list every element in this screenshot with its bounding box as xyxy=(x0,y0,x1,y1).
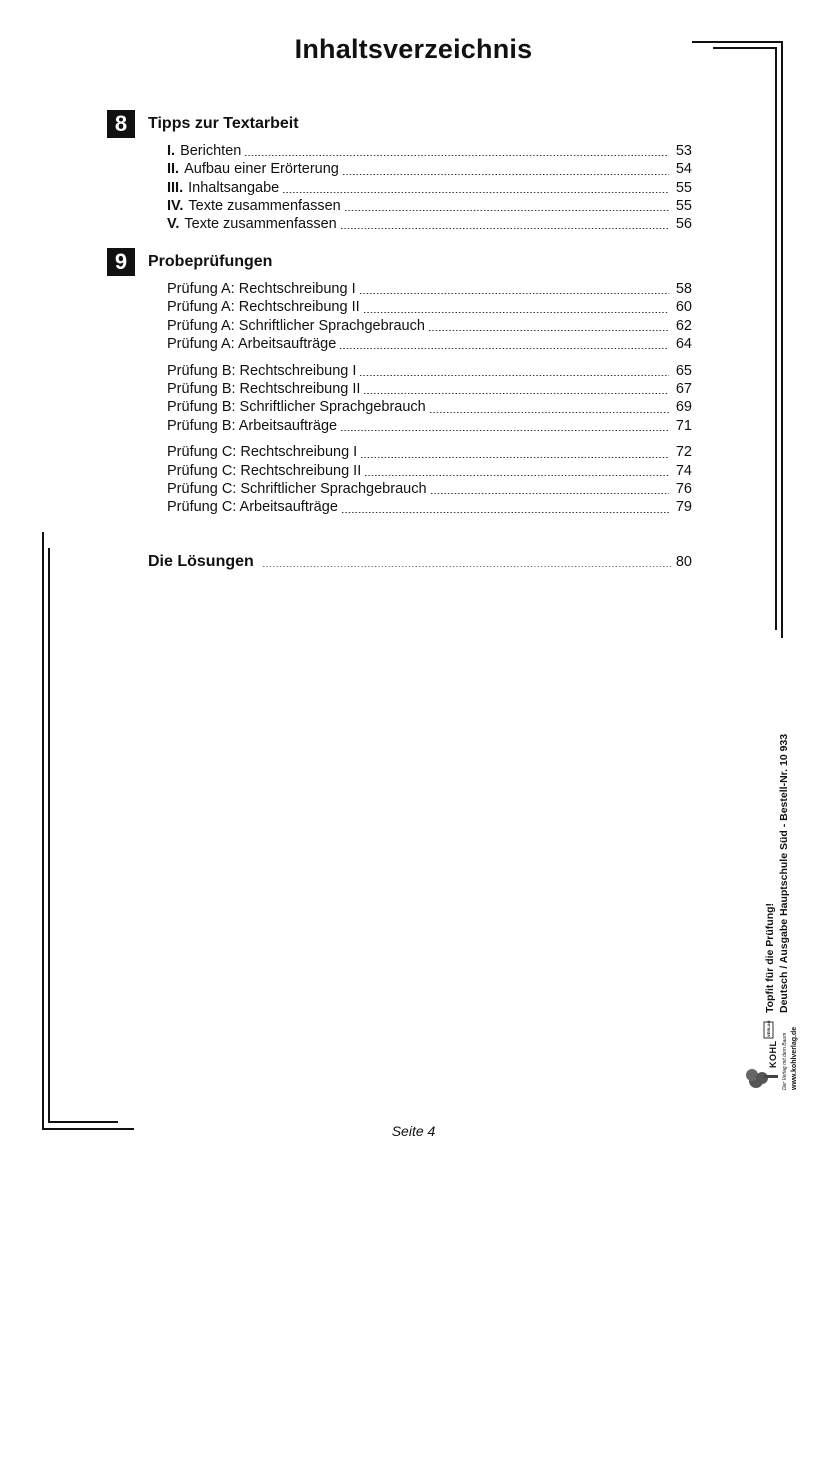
dot-leader xyxy=(340,228,669,229)
entry-title: Prüfung A: Schriftlicher Sprachgebrauch xyxy=(167,317,425,334)
toc-entry[interactable] xyxy=(167,498,692,516)
entry-title: Prüfung C: Rechtschreibung I xyxy=(167,444,358,461)
entry-title: Texte zusammenfassen xyxy=(184,216,337,233)
toc-entry[interactable] xyxy=(167,215,692,233)
entry-page-number: 58 xyxy=(675,281,692,297)
entry-page-number: 53 xyxy=(675,143,692,159)
entry-numeral: I. xyxy=(167,143,176,159)
toc-entries xyxy=(167,142,692,233)
dot-leader xyxy=(429,412,669,413)
dot-leader xyxy=(360,457,669,458)
toc-entry[interactable] xyxy=(167,380,692,398)
entry-numeral: V. xyxy=(167,216,180,233)
toc-entry[interactable] xyxy=(167,362,692,380)
entry-page-number: 64 xyxy=(675,335,692,352)
dot-leader xyxy=(364,475,669,476)
page-number-footer: Seite 4 xyxy=(391,1123,436,1139)
dot-leader xyxy=(244,155,669,156)
toc-entry[interactable] xyxy=(167,462,692,480)
publisher-url[interactable]: www.kohlverlag.de xyxy=(791,1026,798,1090)
entry-title: Prüfung C: Schriftlicher Sprachgebrauch xyxy=(167,480,427,497)
toc-entry[interactable] xyxy=(167,417,692,435)
entry-page-number: 55 xyxy=(675,197,692,214)
entry-page-number: 74 xyxy=(675,462,692,479)
frame-right-line-outer xyxy=(781,41,783,638)
solutions-label: Die Lösungen xyxy=(148,553,254,570)
entry-page-number: 71 xyxy=(675,417,692,434)
dot-leader xyxy=(282,192,669,193)
dot-leader xyxy=(359,375,669,376)
entry-page-number: 72 xyxy=(675,444,692,461)
entry-numeral: II. xyxy=(167,161,180,178)
entry-title: Texte zusammenfassen xyxy=(188,197,341,214)
entry-title: Prüfung A: Rechtschreibung I xyxy=(167,281,356,297)
toc-entry[interactable] xyxy=(167,317,692,335)
publisher-sidebar xyxy=(742,733,802,1470)
entry-page-number: 62 xyxy=(675,317,692,334)
entry-title: Berichten xyxy=(180,143,242,159)
entry-title: Prüfung A: Arbeitsaufträge xyxy=(167,335,337,352)
toc-entry[interactable] xyxy=(167,335,692,353)
entry-title: Prüfung B: Rechtschreibung I xyxy=(167,362,357,379)
toc-entry[interactable] xyxy=(167,160,692,178)
section-header xyxy=(107,110,692,138)
toc-entry[interactable] xyxy=(167,142,692,160)
solutions-page-number: 80 xyxy=(675,554,692,570)
toc-entry[interactable] xyxy=(167,443,692,461)
dot-leader xyxy=(344,210,669,211)
group-spacer xyxy=(167,353,692,362)
book-subtitle-order-number: Deutsch / Ausgabe Hauptschule Süd - Bestell-Nr. 10 933 xyxy=(778,733,790,1013)
frame-left-line-outer xyxy=(42,532,44,1130)
book-title: Topfit für die Prüfung! xyxy=(764,902,776,1013)
entry-numeral: IV. xyxy=(167,197,184,214)
frame-left-line-inner xyxy=(48,548,50,1123)
dot-leader xyxy=(363,312,669,313)
section-number-badge: 9 xyxy=(107,248,135,276)
dot-leader xyxy=(363,393,669,394)
logo-wordmark: KOHL xyxy=(768,1040,778,1068)
entry-title: Inhaltsangabe xyxy=(188,179,280,196)
logo-badge: VERLAG xyxy=(766,1020,771,1037)
dot-leader xyxy=(430,493,669,494)
entry-page-number: 79 xyxy=(675,499,692,516)
entry-page-number: 69 xyxy=(675,399,692,416)
toc-entry[interactable] xyxy=(167,398,692,416)
entry-page-number: 65 xyxy=(675,362,692,379)
publisher-sidebar-rotated xyxy=(742,710,802,1090)
dot-leader xyxy=(428,330,669,331)
toc-entry[interactable] xyxy=(167,480,692,498)
entry-page-number: 56 xyxy=(675,216,692,233)
toc-entries xyxy=(167,280,692,517)
entry-title: Prüfung C: Arbeitsaufträge xyxy=(167,499,338,516)
dot-leader xyxy=(262,566,672,567)
dot-leader xyxy=(340,430,669,431)
section-number-badge: 8 xyxy=(107,110,135,138)
entry-title: Prüfung A: Rechtschreibung II xyxy=(167,299,360,316)
toc-entry[interactable] xyxy=(167,197,692,215)
entry-page-number: 76 xyxy=(675,480,692,497)
dot-leader xyxy=(339,348,669,349)
entry-title: Prüfung B: Arbeitsaufträge xyxy=(167,417,338,434)
section-title: Probeprüfungen xyxy=(148,253,273,270)
entry-title: Prüfung B: Schriftlicher Sprachgebrauch xyxy=(167,399,426,416)
toc-entry[interactable] xyxy=(167,298,692,316)
entry-page-number: 54 xyxy=(675,161,692,178)
entry-page-number: 60 xyxy=(675,299,692,316)
toc-section-9 xyxy=(107,248,692,517)
frame-right-line-inner xyxy=(775,47,777,630)
dot-leader xyxy=(359,293,669,294)
group-spacer xyxy=(167,435,692,444)
toc-entry[interactable] xyxy=(167,179,692,197)
entry-numeral: III. xyxy=(167,179,184,196)
dot-leader xyxy=(341,512,669,513)
toc-section-8 xyxy=(107,110,692,233)
entry-page-number: 67 xyxy=(675,380,692,397)
publisher-logo xyxy=(742,1020,784,1090)
toc-entry[interactable] xyxy=(167,280,692,298)
entry-page-number: 55 xyxy=(675,179,692,196)
entry-title: Prüfung B: Rechtschreibung II xyxy=(167,380,361,397)
page-title: Inhaltsverzeichnis xyxy=(294,34,533,64)
toc-solutions-entry[interactable] xyxy=(148,553,692,571)
entry-title: Prüfung C: Rechtschreibung II xyxy=(167,462,362,479)
entry-title: Aufbau einer Erörterung xyxy=(184,161,339,178)
section-title: Tipps zur Textarbeit xyxy=(148,115,299,132)
dot-leader xyxy=(342,174,669,175)
publisher-motto: Der Verlag mit dem Baum xyxy=(782,1032,788,1090)
section-header xyxy=(107,248,692,276)
